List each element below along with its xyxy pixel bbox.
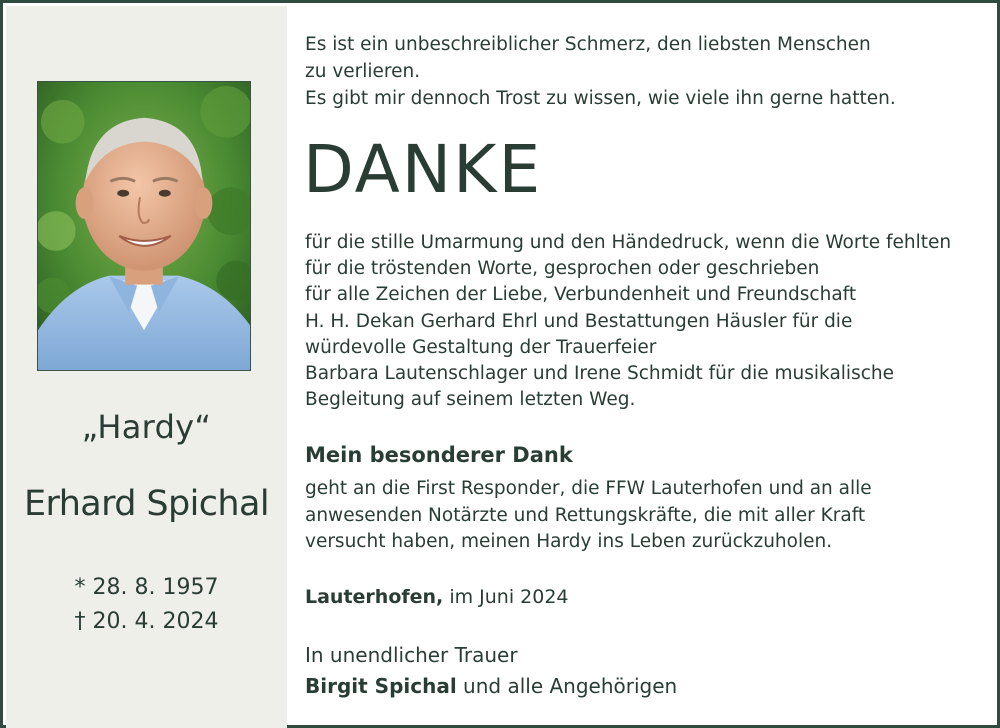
thanks-line: Begleitung auf seinem letzten Weg. [305, 389, 636, 411]
intro-line: zu verlieren. [305, 61, 421, 82]
intro-line: Es gibt mir dennoch Trost zu wissen, wie viele ihn gerne hatten. [305, 88, 896, 109]
special-thanks-heading: Mein besonderer Dank [305, 443, 573, 467]
special-thanks-text [305, 476, 997, 556]
portrait-image [38, 82, 250, 370]
thanks-line: Barbara Lautenschlager und Irene Schmidt für die musikalische [305, 363, 894, 385]
thanks-line: für alle Zeichen der Liebe, Verbundenheit und Freundschaft [305, 284, 857, 306]
special-line: versucht haben, meinen Hardy ins Leben zurückzuholen. [305, 531, 833, 552]
signer-name: Birgit Spichal [305, 674, 457, 698]
special-line: geht an die First Responder, die FFW Lauterhofen und an alle [305, 478, 872, 499]
life-dates [6, 571, 287, 639]
intro-line: Es ist ein unbeschreiblicher Schmerz, den liebsten Menschen [305, 34, 871, 55]
birth-date: * 28. 8. 1957 [74, 575, 219, 600]
signature-names [305, 671, 677, 702]
nickname: „Hardy“ [81, 408, 212, 446]
special-line: anwesenden Notärzte und Rettungskräfte, die mit aller Kraft [305, 504, 866, 526]
thanks-line: für die tröstenden Worte, gesprochen oder geschrieben [305, 258, 820, 280]
headline: DANKE [303, 131, 543, 208]
signature-intro: In unendlicher Trauer [305, 643, 518, 667]
signature [305, 640, 677, 702]
thanks-line: für die stille Umarmung und den Händedruck, wenn die Worte fehlten [305, 232, 952, 253]
thanks-list [305, 230, 997, 413]
left-panel [6, 6, 287, 728]
thanks-line: würdevolle Gestaltung der Trauerfeier [305, 336, 657, 358]
signer-rest: und alle Angehörigen [456, 674, 678, 698]
intro-text [305, 31, 997, 112]
place-town: Lauterhofen, [305, 586, 444, 608]
place-date [305, 586, 569, 608]
deceased-name: Erhard Spichal [24, 484, 269, 524]
death-date: † 20. 4. 2024 [74, 609, 219, 634]
place-month: im Juni 2024 [443, 586, 569, 608]
thanks-line: H. H. Dekan Gerhard Ehrl und Bestattungen Häusler für die [305, 310, 853, 332]
portrait-photo [37, 81, 251, 371]
